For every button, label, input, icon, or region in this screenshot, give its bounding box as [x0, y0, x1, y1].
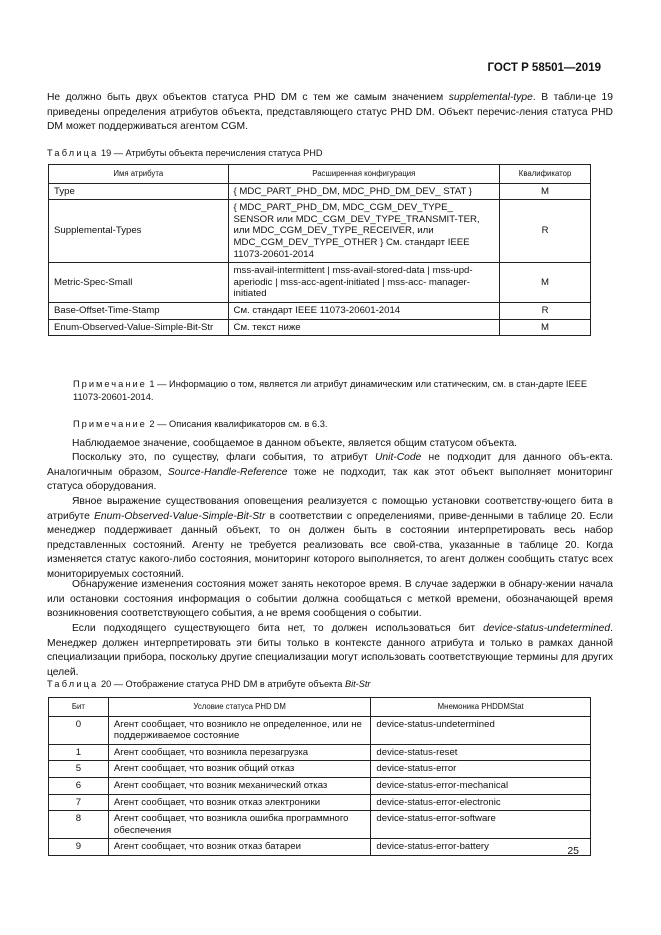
status-condition: Агент сообщает, что возник отказ батареи — [108, 839, 371, 856]
table-row — [49, 319, 591, 336]
table20 — [48, 697, 591, 856]
table20-header-cell: Бит — [49, 698, 109, 717]
table19-caption-word: Таблица — [47, 148, 99, 158]
status-mnemonic: device-status-error-software — [371, 811, 591, 839]
attribute-name: Supplemental-Types — [49, 200, 229, 263]
status-mnemonic: device-status-error — [371, 761, 591, 778]
attribute-config: { MDC_PART_PHD_DM, MDC_PHD_DM_DEV_ STAT } — [228, 183, 500, 200]
intro-emphasis: supplemental-type — [448, 92, 533, 103]
table19-header-row — [49, 165, 591, 184]
bit-number: 7 — [49, 794, 109, 811]
table-row — [49, 302, 591, 319]
attribute-qualifier: M — [500, 319, 591, 336]
page-number: 25 — [567, 845, 579, 857]
paragraph-2 — [47, 451, 613, 495]
note-text: 2 — Описания квалификаторов см. в 6.3. — [146, 419, 328, 429]
table-row — [49, 811, 591, 839]
paragraph-emphasis: device-status-undetermined — [483, 623, 611, 634]
note-label: Примечание — [73, 419, 147, 429]
attribute-name: Metric-Spec-Small — [49, 263, 229, 303]
attribute-name: Base-Offset-Time-Stamp — [49, 302, 229, 319]
attribute-config: mss-avail-intermittent | mss-avail-stored-data | mss-upd-aperiodic | mss-acc-agent-initiated | mss-acc- manager-initiated — [228, 263, 500, 303]
note-label: Примечание — [73, 379, 147, 389]
table20-caption — [47, 679, 370, 689]
paragraph-text: Явное выражение существования оповещения реализуется с помощью установки соответству-ющего бита в атрибуте — [47, 496, 613, 522]
table19-caption-text: 19 — Атрибуты объекта перечисления статуса PHD — [98, 148, 323, 158]
attribute-qualifier: M — [500, 263, 591, 303]
status-mnemonic: device-status-error-mechanical — [371, 777, 591, 794]
table19-header-cell: Имя атрибута — [49, 165, 229, 184]
table20-header-cell: Мнемоника PHDDMStat — [371, 698, 591, 717]
bit-number: 0 — [49, 716, 109, 744]
status-mnemonic: device-status-error-electronic — [371, 794, 591, 811]
attribute-name: Enum-Observed-Value-Simple-Bit-Str — [49, 319, 229, 336]
paragraph-3 — [47, 495, 613, 582]
table-row — [49, 777, 591, 794]
paragraph-text: не подходит для данного объ-екта. Аналогичным образом, — [47, 452, 613, 478]
paragraph-text: тоже не подходит, так как этот объект выполняет мониторинг статуса оборудования. — [47, 466, 613, 492]
table-row — [49, 716, 591, 744]
note-1 — [73, 378, 593, 403]
table20-caption-word: Таблица — [47, 679, 99, 689]
bit-number: 9 — [49, 839, 109, 856]
table-row — [49, 761, 591, 778]
paragraph-text: Поскольку это, по существу, флаги события, то атрибут — [72, 452, 375, 463]
paragraph-4: Обнаружение изменения состояния может занять некоторое время. В случае задержки в обнару-жении начала или остановки состояния информация о событии должна сообщаться с меткой времени, обозначающей время возникновения соответствующего события, а не время сообщения о событии. — [47, 579, 613, 619]
table19-caption — [47, 148, 322, 158]
table-row — [49, 200, 591, 263]
table-row — [49, 839, 591, 856]
attribute-name: Type — [49, 183, 229, 200]
table19-header-cell: Расширенная конфигурация — [228, 165, 500, 184]
attribute-qualifier: M — [500, 183, 591, 200]
table-row — [49, 183, 591, 200]
status-condition: Агент сообщает, что возник общий отказ — [108, 761, 371, 778]
paragraph-5 — [47, 622, 613, 680]
table-row — [49, 794, 591, 811]
status-condition: Агент сообщает, что возник отказ электроники — [108, 794, 371, 811]
table20-caption-emphasis: Bit-Str — [344, 679, 371, 689]
bit-number: 8 — [49, 811, 109, 839]
table20-header-row — [49, 698, 591, 717]
attribute-config: См. текст ниже — [228, 319, 500, 336]
paragraph-text: в соответствии с определениями, приве-денными в таблице 20. Если менеджер поддерживает данный объект, то он должен быть в состоянии интерпретировать весь набор представленных состояний. Агенту не требуется реализовать все свой-ства, указанные в таблице 20. Когда изменяется статус какого-либо состояния, мониторинг которого выполняется, то агент должен сообщить статус всех мониторируемых состояний. — [47, 510, 614, 580]
status-mnemonic: device-status-reset — [371, 744, 591, 761]
status-mnemonic: device-status-error-battery — [371, 839, 591, 856]
bit-number: 6 — [49, 777, 109, 794]
table20-caption-text: 20 — Отображение статуса PHD DM в атрибуте объекта — [98, 679, 345, 689]
status-condition: Агент сообщает, что возникла перезагрузка — [108, 744, 371, 761]
intro-paragraph — [47, 91, 613, 135]
attribute-qualifier: R — [500, 200, 591, 263]
paragraph-text: Если подходящего существующего бита нет, то должен использоваться бит — [72, 623, 484, 634]
status-mnemonic: device-status-undetermined — [371, 716, 591, 744]
status-condition: Агент сообщает, что возникла ошибка программного обеспечения — [108, 811, 371, 839]
note-text: 1 — Информацию о том, является ли атрибут динамическим или статическим, см. в стан-дарте IEEE 11073-20601-2014. — [73, 379, 588, 402]
bit-number: 1 — [49, 744, 109, 761]
table20-header-cell: Условие статуса PHD DM — [108, 698, 371, 717]
table-row — [49, 263, 591, 303]
attribute-qualifier: R — [500, 302, 591, 319]
paragraph-text: . Менеджер должен интерпретировать эти биты только в контексте данного атрибута и только в рамках данной специализации прибора, поскольку другие специализации могут использовать соответствующие термины для других целей. — [47, 623, 613, 678]
status-condition: Агент сообщает, что возникло не определенное, или не поддерживаемое состояние — [108, 716, 371, 744]
paragraph-emphasis: Enum-Observed-Value-Simple-Bit-Str — [94, 510, 266, 522]
paragraph-emphasis: Unit-Code — [375, 452, 422, 463]
paragraph-1: Наблюдаемое значение, сообщаемое в данном объекте, является общим статусом объекта. — [72, 438, 518, 449]
intro-text: Не должно быть двух объектов статуса PHD DM с тем же самым значением — [47, 92, 449, 103]
table19-header-cell: Квалификатор — [500, 165, 591, 184]
attribute-config: См. стандарт IEEE 11073-20601-2014 — [228, 302, 500, 319]
status-condition: Агент сообщает, что возник механический отказ — [108, 777, 371, 794]
paragraph-emphasis: Source-Handle-Reference — [167, 466, 288, 478]
attribute-config: { MDC_PART_PHD_DM, MDC_CGM_DEV_TYPE_ SENSOR или MDC_CGM_DEV_TYPE_TRANSMIT-TER, или MDC_CGM_DEV_TYPE_RECEIVER, или MDC_CGM_DEV_TYPE_OTHER } См. стандарт IEEE 11073-20601-2014 — [228, 200, 500, 263]
table19 — [48, 164, 591, 336]
note-2 — [73, 418, 593, 431]
table-row — [49, 744, 591, 761]
intro-text-end: . В табли-це 19 приведены определения атрибутов объекта, представляющего статус PHD DM. Объект перечис-ления статуса PHD DM может поддерживаться агентом CGM. — [47, 92, 613, 132]
bit-number: 5 — [49, 761, 109, 778]
document-standard-number: ГОСТ Р 58501—2019 — [487, 62, 601, 74]
